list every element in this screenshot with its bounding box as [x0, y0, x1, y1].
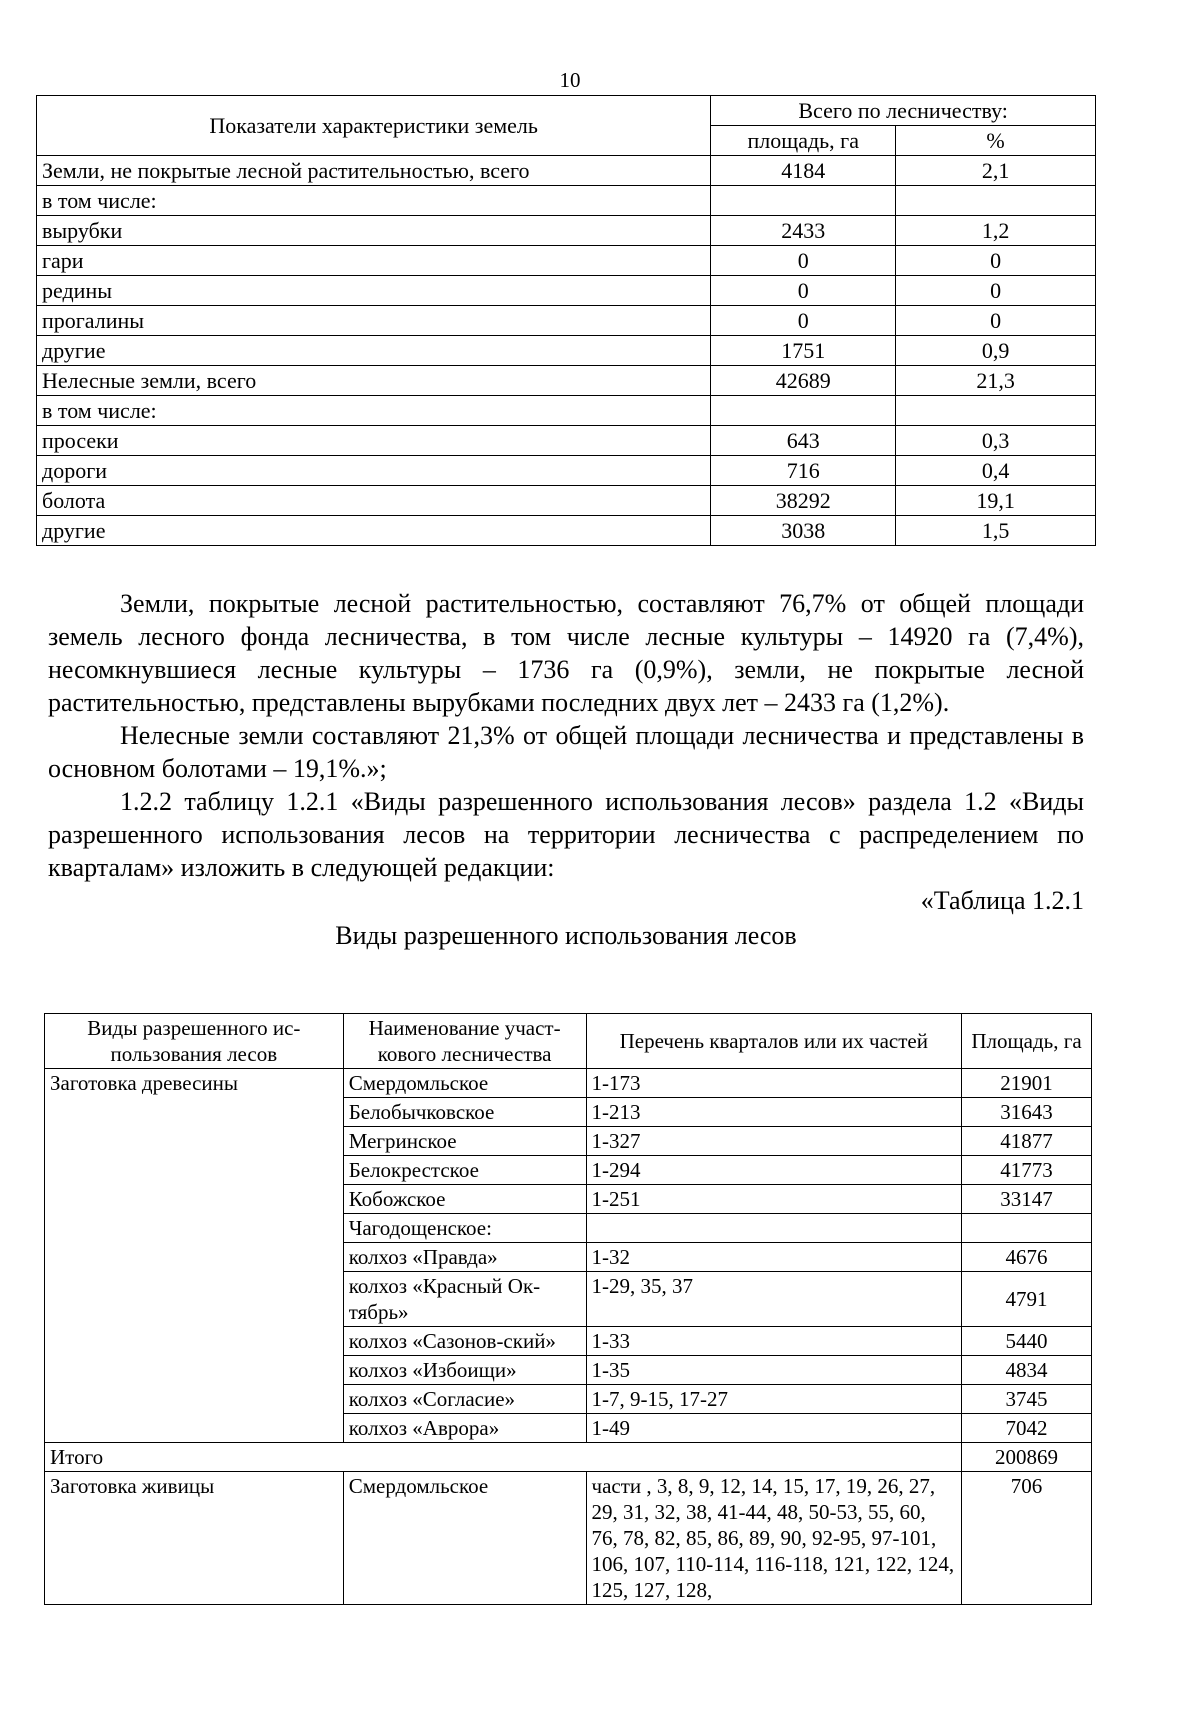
table-row [37, 456, 1096, 486]
quarters-cell: 1-35 [586, 1356, 962, 1385]
row-percent: 0 [896, 276, 1096, 306]
row-label: дороги [37, 456, 711, 486]
quarters-cell: 1-7, 9-15, 17-27 [586, 1385, 962, 1414]
row-area: 42689 [711, 366, 896, 396]
header-forestry: Наименование участ-кового лесничества [343, 1014, 586, 1069]
forestry-cell: Белобычковское [343, 1098, 586, 1127]
row-label: другие [37, 516, 711, 546]
use-type-cell: Заготовка живицы [45, 1472, 344, 1605]
area-cell: 7042 [962, 1414, 1092, 1443]
quarters-cell: 1-33 [586, 1327, 962, 1356]
row-area: 38292 [711, 486, 896, 516]
area-cell: 41773 [962, 1156, 1092, 1185]
forestry-cell: Белокрестское [343, 1156, 586, 1185]
area-cell: 3745 [962, 1385, 1092, 1414]
row-percent: 19,1 [896, 486, 1096, 516]
row-label: вырубки [37, 216, 711, 246]
area-cell: 706 [962, 1472, 1092, 1605]
table-row [45, 1472, 1092, 1605]
paragraph-table-instruction: 1.2.2 таблицу 1.2.1 «Виды разрешенного использования лесов» раздела 1.2 «Виды разрешенного использования лесов на территории лесничества с распределением по кварталам» изложить в следующей редакции: [48, 787, 1084, 882]
forestry-cell: колхоз «Красный Ок-тябрь» [343, 1272, 586, 1327]
quarters-cell: 1-327 [586, 1127, 962, 1156]
area-cell [962, 1214, 1092, 1243]
row-percent [896, 186, 1096, 216]
forestry-cell: колхоз «Правда» [343, 1243, 586, 1272]
area-cell: 4791 [962, 1272, 1092, 1327]
quarters-cell: 1-29, 35, 37 [586, 1272, 962, 1327]
row-area: 0 [711, 306, 896, 336]
quarters-cell: 1-173 [586, 1069, 962, 1098]
paragraph-forest-covered: Земли, покрытые лесной растительностью, составляют 76,7% от общей площади земель лесного фонда лесничества, в том числе лесные культуры – 14920 га (7,4%), несомкнувшиеся лесные культуры – 1736 га (0,9%), земли, не покрытые лесной растительностью, представлены вырубками последних двух лет – 2433 га (1,2%). [48, 589, 1084, 717]
row-label: Нелесные земли, всего [37, 366, 711, 396]
row-area: 716 [711, 456, 896, 486]
header-indicator: Показатели характеристики земель [37, 96, 711, 156]
forestry-cell: Смердомльское [343, 1472, 586, 1605]
area-cell: 41877 [962, 1127, 1092, 1156]
header-area: площадь, га [711, 126, 896, 156]
table-row [45, 1069, 1092, 1098]
body-text [48, 587, 1084, 952]
area-cell: 4834 [962, 1356, 1092, 1385]
use-type-cell: Заготовка древесины [45, 1069, 344, 1443]
row-area: 0 [711, 276, 896, 306]
row-percent [896, 396, 1096, 426]
row-percent: 1,2 [896, 216, 1096, 246]
table-row [37, 246, 1096, 276]
row-percent: 2,1 [896, 156, 1096, 186]
row-area: 3038 [711, 516, 896, 546]
area-cell: 31643 [962, 1098, 1092, 1127]
row-percent: 0 [896, 246, 1096, 276]
forestry-cell: колхоз «Сазонов-ский» [343, 1327, 586, 1356]
row-percent: 0,9 [896, 336, 1096, 366]
row-area [711, 396, 896, 426]
forestry-cell: Кобожское [343, 1185, 586, 1214]
table-row [37, 306, 1096, 336]
quarters-cell: 1-32 [586, 1243, 962, 1272]
table-row [37, 336, 1096, 366]
quarters-cell: 1-294 [586, 1156, 962, 1185]
table-row [37, 156, 1096, 186]
row-percent: 1,5 [896, 516, 1096, 546]
total-row [45, 1443, 1092, 1472]
row-label: другие [37, 336, 711, 366]
header-area: Площадь, га [962, 1014, 1092, 1069]
row-label: прогалины [37, 306, 711, 336]
quarters-cell: 1-49 [586, 1414, 962, 1443]
row-label: в том числе: [37, 186, 711, 216]
forestry-cell: Мегринское [343, 1127, 586, 1156]
header-quarters: Перечень кварталов или их частей [586, 1014, 962, 1069]
quarters-cell [586, 1214, 962, 1243]
forestry-cell: Смердомльское [343, 1069, 586, 1098]
table-row [37, 396, 1096, 426]
total-value: 200869 [962, 1443, 1092, 1472]
table-row [37, 186, 1096, 216]
area-cell: 5440 [962, 1327, 1092, 1356]
paragraph-non-forest: Нелесные земли составляют 21,3% от общей площади лесничества и представлены в основном болотами – 19,1%.»; [48, 721, 1084, 783]
table-label: «Таблица 1.2.1 [920, 886, 1084, 915]
forestry-cell: колхоз «Согласие» [343, 1385, 586, 1414]
row-percent: 0 [896, 306, 1096, 336]
row-percent: 0,4 [896, 456, 1096, 486]
row-label: редины [37, 276, 711, 306]
quarters-cell: части , 3, 8, 9, 12, 14, 15, 17, 19, 26, 27, 29, 31, 32, 38, 41-44, 48, 50-53, 55, 60, 76, 78, 82, 85, 86, 89, 90, 92-95, 97-101, 106, 107, 110-114, 116-118, 121, 122, 124, 125, 127, 128, [586, 1472, 962, 1605]
row-label: болота [37, 486, 711, 516]
row-label: в том числе: [37, 396, 711, 426]
row-percent: 21,3 [896, 366, 1096, 396]
table-row [37, 276, 1096, 306]
row-area: 0 [711, 246, 896, 276]
land-characteristics-table [36, 95, 1096, 546]
area-cell: 4676 [962, 1243, 1092, 1272]
page-number: 10 [559, 68, 581, 92]
table-row [37, 216, 1096, 246]
area-cell: 21901 [962, 1069, 1092, 1098]
header-percent: % [896, 126, 1096, 156]
row-label: гари [37, 246, 711, 276]
table-row [37, 486, 1096, 516]
row-area [711, 186, 896, 216]
row-label: просеки [37, 426, 711, 456]
row-area: 4184 [711, 156, 896, 186]
table-caption: Виды разрешенного использования лесов [335, 921, 797, 950]
total-label: Итого [45, 1443, 962, 1472]
forestry-cell: Чагодощенское: [343, 1214, 586, 1243]
forestry-cell: колхоз «Избоищи» [343, 1356, 586, 1385]
table-row [37, 366, 1096, 396]
quarters-cell: 1-213 [586, 1098, 962, 1127]
table-row [37, 426, 1096, 456]
quarters-cell: 1-251 [586, 1185, 962, 1214]
header-use-type: Виды разрешенного ис-пользования лесов [45, 1014, 344, 1069]
table-row [37, 516, 1096, 546]
area-cell: 33147 [962, 1185, 1092, 1214]
row-area: 2433 [711, 216, 896, 246]
row-area: 643 [711, 426, 896, 456]
header-total: Всего по лесничеству: [711, 96, 1096, 126]
row-label: Земли, не покрытые лесной растительностью, всего [37, 156, 711, 186]
row-area: 1751 [711, 336, 896, 366]
forestry-cell: колхоз «Аврора» [343, 1414, 586, 1443]
row-percent: 0,3 [896, 426, 1096, 456]
permitted-use-table [44, 1013, 1092, 1605]
